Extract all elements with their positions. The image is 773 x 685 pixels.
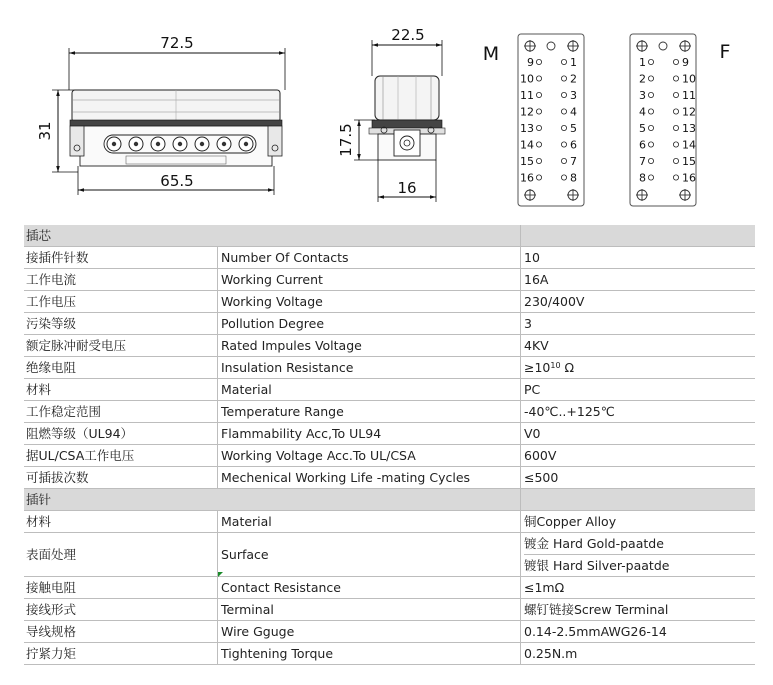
female-pin-hole [648, 76, 653, 81]
male-pin-hole [561, 175, 566, 180]
row-en: Pollution Degree [218, 313, 521, 335]
table-row [24, 621, 755, 643]
female-pin-label: 3 [639, 89, 646, 102]
row-cn: 阻燃等级（UL94） [24, 423, 218, 445]
row-en: Material [218, 379, 521, 401]
male-pin-label: 1 [570, 56, 577, 69]
row-value: 3 [521, 313, 756, 335]
female-pin-hole [648, 142, 653, 147]
female-pin-label: 15 [682, 155, 696, 168]
table-row [24, 445, 755, 467]
male-pin-label: 14 [520, 138, 534, 152]
row-value: PC [521, 379, 756, 401]
row-cn: 工作稳定范围 [24, 401, 218, 423]
male-pin-label: 5 [570, 122, 577, 135]
front-width-dim: 72.5 [160, 34, 194, 52]
insulation-base: ≥10 [524, 359, 551, 375]
side-width-dim: 22.5 [391, 26, 425, 44]
female-pin-hole [648, 175, 653, 180]
female-pin-hole [673, 109, 678, 114]
row-cn: 接线形式 [24, 599, 218, 621]
row-value: 0.14-2.5mmAWG26-14 [521, 621, 756, 643]
male-label: M [482, 43, 500, 65]
female-label: F [719, 41, 731, 63]
row-cn: 材料 [24, 511, 218, 533]
male-pin-label: 11 [520, 89, 534, 102]
male-pin-label: 7 [570, 155, 577, 168]
female-pin-hole [648, 109, 653, 114]
table-row [24, 467, 755, 489]
row-en-text: Contact Resistance [221, 579, 341, 595]
male-pin-label: 8 [570, 171, 577, 185]
section-insert-title: 插芯 [24, 225, 218, 247]
female-pin-hole [648, 125, 653, 130]
row-en: Wire Gguge [218, 621, 521, 643]
female-pin-hole [673, 59, 678, 64]
section-pin-title: 插针 [24, 489, 218, 511]
male-pin-layout [518, 34, 584, 206]
table-row [24, 423, 755, 445]
male-pin-hole [561, 92, 566, 97]
row-cn: 污染等级 [24, 313, 218, 335]
male-pin-hole [561, 125, 566, 130]
row-en: Working Voltage [218, 291, 521, 313]
female-pin-hole [673, 175, 678, 180]
female-pin-label: 16 [682, 171, 696, 185]
male-pin-hole [536, 158, 541, 163]
male-pin-hole [536, 109, 541, 114]
row-cn: 工作电压 [24, 291, 218, 313]
female-pin-hole [673, 125, 678, 130]
male-pin-label: 15 [520, 155, 534, 168]
table-row [24, 643, 755, 665]
row-en: Flammability Acc,To UL94 [218, 423, 521, 445]
row-cn: 材料 [24, 379, 218, 401]
male-pin-label: 13 [520, 122, 534, 135]
spec-table [24, 225, 755, 665]
row-en: Surface [218, 533, 521, 577]
row-en: Rated Impules Voltage [218, 335, 521, 357]
female-pin-label: 7 [639, 155, 646, 168]
insulation-unit: Ω [560, 359, 575, 375]
row-value: 铜Copper Alloy [521, 511, 756, 533]
row-cn: 可插拔次数 [24, 467, 218, 489]
female-pin-label: 11 [682, 89, 696, 102]
row-cn: 表面处理 [24, 533, 218, 577]
male-pin-hole [561, 142, 566, 147]
row-en: Insulation Resistance [218, 357, 521, 379]
surface-gold: 镀金 Hard Gold-paatde [524, 536, 664, 551]
row-value: 螺钉链接Screw Terminal [521, 599, 756, 621]
female-pin-label: 6 [639, 138, 646, 152]
female-pin-label: 5 [639, 122, 646, 135]
row-en: Terminal [218, 599, 521, 621]
male-pin-hole [561, 76, 566, 81]
row-value: -40℃..+125℃ [521, 401, 756, 423]
row-en [218, 577, 521, 599]
female-pin-label: 8 [639, 171, 646, 185]
female-pin-layout [630, 34, 696, 206]
table-row [24, 577, 755, 599]
row-cn: 拧紧力矩 [24, 643, 218, 665]
row-cn: 工作电流 [24, 269, 218, 291]
row-en: Tightening Torque [218, 643, 521, 665]
male-pin-hole [536, 92, 541, 97]
row-en: Material [218, 511, 521, 533]
row-value: 4KV [521, 335, 756, 357]
male-pin-hole [561, 109, 566, 114]
row-en: Working Voltage Acc.To UL/CSA [218, 445, 521, 467]
row-cn: 额定脉冲耐受电压 [24, 335, 218, 357]
female-pin-hole [673, 92, 678, 97]
female-pin-hole [673, 158, 678, 163]
male-pin-label: 3 [570, 89, 577, 102]
section-pin [24, 489, 755, 511]
female-pin-label: 9 [682, 56, 689, 69]
surface-silver: 镀银 Hard Silver-paatde [524, 554, 755, 576]
male-pin-hole [536, 59, 541, 64]
table-row [24, 379, 755, 401]
male-pin-label: 10 [520, 72, 534, 86]
table-row [24, 357, 755, 379]
technical-drawing [0, 0, 773, 225]
row-value: 10 [521, 247, 756, 269]
row-en: Mechenical Working Life -mating Cycles [218, 467, 521, 489]
front-view [36, 34, 285, 195]
male-pin-hole [536, 175, 541, 180]
section-insert [24, 225, 755, 247]
female-pin-label: 13 [682, 122, 696, 135]
row-cn: 绝缘电阻 [24, 357, 218, 379]
table-row [24, 401, 755, 423]
row-cn: 接触电阻 [24, 577, 218, 599]
male-pin-label: 2 [570, 72, 577, 86]
female-pin-hole [648, 158, 653, 163]
row-en: Temperature Range [218, 401, 521, 423]
male-pin-hole [561, 59, 566, 64]
male-pin-hole [536, 76, 541, 81]
male-pin-hole [536, 125, 541, 130]
side-view [337, 26, 445, 202]
side-height-dim: 17.5 [337, 123, 355, 157]
table-row [24, 533, 755, 577]
female-pin-label: 12 [682, 105, 696, 119]
row-value [521, 357, 756, 379]
row-en: Working Current [218, 269, 521, 291]
table-row [24, 599, 755, 621]
row-cn: 接插件针数 [24, 247, 218, 269]
table-row [24, 247, 755, 269]
row-value: 230/400V [521, 291, 756, 313]
male-pin-label: 9 [527, 56, 534, 69]
female-pin-label: 1 [639, 56, 646, 69]
male-pin-label: 16 [520, 171, 534, 185]
male-pin-label: 4 [570, 105, 577, 119]
row-value: 600V [521, 445, 756, 467]
female-pin-hole [673, 142, 678, 147]
front-height-dim: 31 [36, 121, 54, 141]
row-cn: 导线规格 [24, 621, 218, 643]
row-value: ≤1mΩ [521, 577, 756, 599]
front-base-dim: 65.5 [160, 172, 194, 190]
female-pin-hole [648, 59, 653, 64]
row-value [521, 533, 756, 577]
female-pin-label: 10 [682, 72, 696, 86]
male-pin-label: 12 [520, 105, 534, 119]
female-pin-hole [648, 92, 653, 97]
row-value: V0 [521, 423, 756, 445]
table-row [24, 511, 755, 533]
male-pin-hole [561, 158, 566, 163]
table-row [24, 269, 755, 291]
row-value: 16A [521, 269, 756, 291]
row-value: 0.25N.m [521, 643, 756, 665]
insulation-exponent: 10 [550, 360, 561, 370]
female-pin-label: 2 [639, 72, 646, 86]
side-base-dim: 16 [397, 179, 417, 197]
table-row [24, 291, 755, 313]
male-pin-hole [536, 142, 541, 147]
female-pin-hole [673, 76, 678, 81]
male-pin-label: 6 [570, 138, 577, 152]
table-row [24, 313, 755, 335]
female-pin-label: 4 [639, 105, 646, 119]
table-row [24, 335, 755, 357]
row-en: Number Of Contacts [218, 247, 521, 269]
row-cn: 据UL/CSA工作电压 [24, 445, 218, 467]
row-value: ≤500 [521, 467, 756, 489]
female-pin-label: 14 [682, 138, 696, 152]
